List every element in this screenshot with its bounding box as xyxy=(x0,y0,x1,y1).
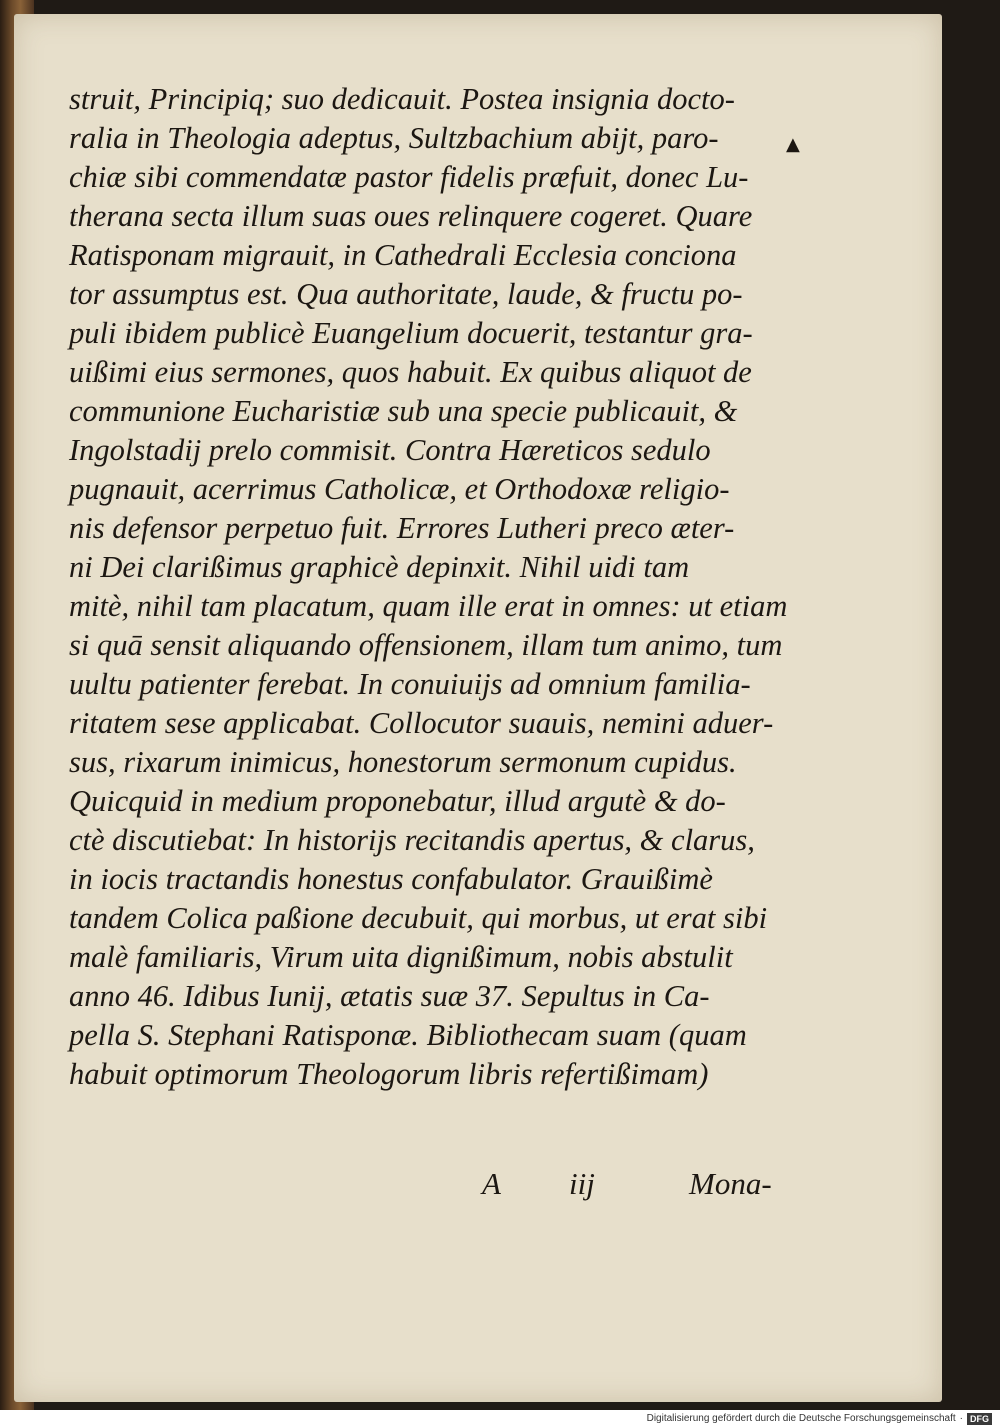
margin-mark: ▲ xyxy=(786,134,800,155)
digitization-footer xyxy=(647,1411,992,1427)
catchword: Mona- xyxy=(689,1166,772,1201)
signature-number: iij xyxy=(569,1166,595,1201)
text-line: chiæ sibi commendatæ pastor fidelis præfuit, donec Lu- xyxy=(69,160,749,194)
text-line: mitè, nihil tam placatum, quam ille erat in omnes: ut etiam xyxy=(69,589,788,623)
text-line: therana secta illum suas oues relinquere cogeret. Quare xyxy=(69,199,753,233)
text-line: Ratisponam migrauit, in Cathedrali Ecclesia conciona xyxy=(69,238,737,272)
text-line: in iocis tractandis honestus confabulator. Grauißimè xyxy=(69,862,713,896)
text-line: nis defensor perpetuo fuit. Errores Lutheri preco æter- xyxy=(69,511,735,545)
text-line: ritatem sese applicabat. Collocutor suauis, nemini aduer- xyxy=(69,706,774,740)
signature-line xyxy=(14,1166,942,1206)
text-line: Ingolstadij prelo commisit. Contra Hæreticos sedulo xyxy=(69,433,711,467)
text-line: anno 46. Idibus Iunij, ætatis suæ 37. Sepultus in Ca- xyxy=(69,979,710,1013)
text-line: pella S. Stephani Ratisponæ. Bibliothecam suam (quam xyxy=(69,1018,747,1052)
text-line: uultu patienter ferebat. In conuiuijs ad omnium familia- xyxy=(69,667,751,701)
book-page xyxy=(14,14,942,1402)
text-line: tor assumptus est. Qua authoritate, laude, & fructu po- xyxy=(69,277,743,311)
signature-mark: A xyxy=(482,1166,501,1201)
text-line: ni Dei clarißimus graphicè depinxit. Nihil uidi tam xyxy=(69,550,690,584)
page-text xyxy=(69,80,789,1094)
dfg-logo: DFG xyxy=(967,1413,992,1425)
text-line: Quicquid in medium proponebatur, illud argutè & do- xyxy=(69,784,726,818)
text-line: malè familiaris, Virum uita dignißimum, nobis abstulit xyxy=(69,940,733,974)
text-line: sus, rixarum inimicus, honestorum sermonum cupidus. xyxy=(69,745,737,779)
text-line: uißimi eius sermones, quos habuit. Ex quibus aliquot de xyxy=(69,355,752,389)
text-line: si quā sensit aliquando offensionem, illam tum animo, tum xyxy=(69,628,783,662)
text-line: communione Eucharistiæ sub una specie publicauit, & xyxy=(69,394,738,428)
text-line: pugnauit, acerrimus Catholicæ, et Orthodoxæ religio- xyxy=(69,472,730,506)
text-line: tandem Colica paßione decubuit, qui morbus, ut erat sibi xyxy=(69,901,768,935)
footer-text: Digitalisierung gefördert durch die Deutsche Forschungsgemeinschaft xyxy=(646,1413,956,1424)
text-line: habuit optimorum Theologorum libris refertißimam) xyxy=(69,1057,709,1091)
text-line: struit, Principiq; suo dedicauit. Postea insignia docto- xyxy=(69,82,735,116)
text-line: puli ibidem publicè Euangelium docuerit, testantur gra- xyxy=(69,316,753,350)
separator: · xyxy=(959,1413,963,1424)
text-line: ctè discutiebat: In historijs recitandis apertus, & clarus, xyxy=(69,823,755,857)
text-line: ralia in Theologia adeptus, Sultzbachium abijt, paro- xyxy=(69,121,719,155)
